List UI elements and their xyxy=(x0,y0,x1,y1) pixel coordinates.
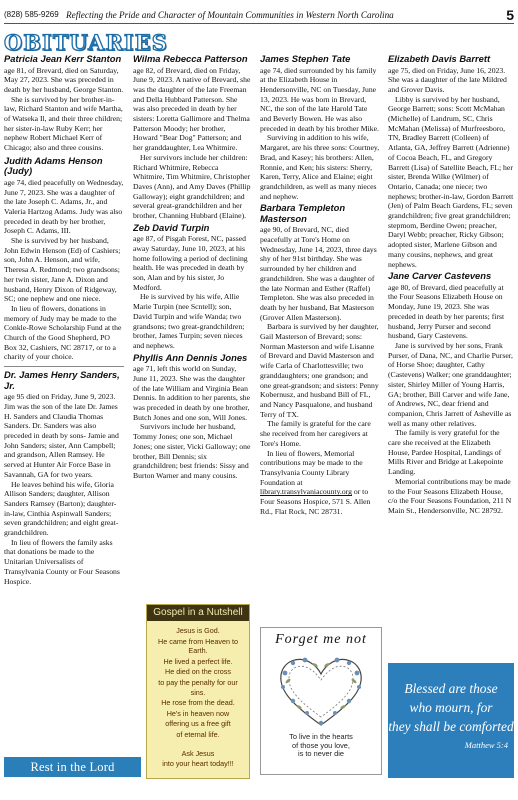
obit-name: Jane Carver Castevens xyxy=(388,270,492,282)
gospel-line: of eternal life. xyxy=(176,729,220,739)
gospel-line: He lived a perfect life. xyxy=(163,656,233,666)
obit-name: Elizabeth Davis Barrett xyxy=(388,54,491,64)
obit-paragraph: Memorial contributions may be made to the Four Seasons Elizabeth House, c/o the Four Seasons Foundation, 211 N Main St., Hendersonville, NC 28792. xyxy=(388,476,512,515)
obit-paragraph: Survivors include her husband, Tommy Jones; one son, Michael Jones; one sister, Vicki Galloway; one brother, Bill Dennis; six grandchildren; best friends: Sissy and Burton Warner and many cousins. xyxy=(133,422,251,480)
section-title: OBITUARIES xyxy=(4,30,168,55)
obit-paragraph: Jane is survived by her sons, Frank Purser, of Dana, NC, and Charlie Purser, of Horse Shoe; daughter, Cathy (Castevens) Walker; one granddaughter; sister, Shirley Miller of Young Harris, GA; brother, Bill Carver and wife Jane, of Andrews, NC, dear friend and companion, Chris Jarrett of Asheville as well as many other relatives. xyxy=(388,340,513,428)
obit-paragraph: Barbara is survived by her daughter, Gail Masterson of Brevard; sons: Norman Masterson and wife Lisanne of Brevard and David Masterson and wife Carla of Charlottesville; two granddaughters; one grandson; and one great-grandson; and sisters: Penny Kobernusz, and husband Bill of FL, and Nancy Pasqualone, and husband Terry of TX. xyxy=(260,322,379,419)
verse-line: Blessed are those xyxy=(404,681,498,696)
obit-paragraph: The family is very grateful for the care she received at the Elizabeth House, Pardee Hospital, Landings of Mills River and Bridge at Lakepointe Landing. xyxy=(388,428,504,477)
gospel-line: to pay the penalty for our sins. xyxy=(158,677,238,697)
obit-paragraph: The family is grateful for the care she received from her caregivers at Tore's Home. xyxy=(260,419,371,448)
obit-paragraph: age 81, of Brevard, died on Saturday, May 27, 2023. She was preceded in death by her husband, George Stanton. xyxy=(4,65,124,94)
obit-paragraph: He leaves behind his wife, Gloria Allison Sanders; daughter, Allison Sanders Ramsey (Barton); daughter-in-law, Cinthia Aspinwall Sanders; seven grandchildren; and eight great-grandchildren. xyxy=(4,479,119,538)
gospel-line: He's in heaven now xyxy=(166,708,230,718)
forget-me-not-box xyxy=(260,627,382,775)
obit-paragraph-text: or to Four Seasons Hospice, 571 S. Allen Rd., Flat Rock, NC 28731. xyxy=(260,487,371,516)
gospel-closing-line: into your heart today!!! xyxy=(162,759,234,769)
obit-name: Judith Adams Henson (Judy) xyxy=(4,154,103,177)
obit-paragraph: She is survived by her husband, John Edwin Henson (Ed) of Cashiers; son, John A. Henson, and wife, Theresa A. Redmond; two grandsons; her twin sister, Jane A. Dixon and husband, Henry Dixon of Ridgeway, SC; one nephew and one niece. xyxy=(4,236,121,304)
obit-paragraph: He is survived by his wife, Allie Marie Turpin (nee Scntell); son, David Turpin and wife Wanda; two grandsons; two great-grandchildren; brother, James Turpin; seven nieces and nephews. xyxy=(133,292,245,350)
gospel-line: He rose from the dead. xyxy=(161,698,235,708)
obit-paragraph: age 87, of Pisgah Forest, NC, passed away Saturday, June 10, 2023, at his home following a period of declining health. He was preceded in death by son, Alan and by his sister, Jo Medford. xyxy=(133,234,248,292)
header-phone: (828) 585-9269 xyxy=(4,10,59,19)
gospel-box xyxy=(146,604,250,779)
obit-paragraph: age 80, of Brevard, died peacefully at the Four Seasons Elizabeth House on Monday, June 19, 2023. She was preceded in death by her parents; first husband, Jerry Purser and second husband, Gary Castevens. xyxy=(388,282,505,341)
obit-paragraph: age 90, of Brevard, NC, died peacefully at Tore's Home on Wednesday, June 14, 2023, three days shy of her 91st birthday. She was surrounded by her children and grandchildren. She was a daughter of the late Norman and Esther (Raffel) Templeton. She was also preceded in death by her husband, Bat Masterson (Grover Allen Masterson). xyxy=(260,225,377,322)
verse-line: they shall be comforted xyxy=(388,719,514,734)
page-header xyxy=(4,6,514,24)
blessed-verse-box xyxy=(388,663,514,778)
library-link[interactable]: library.transylvaniacounty.org xyxy=(260,487,352,497)
obit-paragraph: She is survived by her brother-in-law, Richard Stanton and wife Martha, of Watseka Il, and their three children; her sister-in-law Ruby Kerr; her nephew Robert Michael Kerr of Chicago; also and three cousins. xyxy=(4,94,123,153)
obit-paragraph: age 75, died on Friday, June 16, 2023. She was a daughter of the late Mildred and Grover Davis. xyxy=(388,65,507,94)
forget-me-not-title: Forget me not xyxy=(275,632,367,647)
obit-paragraph: age 82, of Brevard, died on Friday, June 9, 2023. A native of Brevard, she was the daughter of the late Freeman and Della Hubbard Patterson. She was also preceded in death by her sisters: Loretta Gallimore and Thelma Patterson Moody; her brother, Howard "Bear Dog" Patterson; and her granddaughter, Lea Whitmire. xyxy=(133,65,251,153)
gospel-closing-line: Ask Jesus xyxy=(181,748,215,758)
gospel-line: offering us a free gift xyxy=(165,719,231,729)
heart-wreath-icon xyxy=(273,651,369,729)
column-4 xyxy=(388,54,514,658)
column-3 xyxy=(260,54,380,676)
gospel-title: Gospel in a Nutshell xyxy=(147,605,249,621)
obit-paragraph: age 71, left this world on Sunday, June 11, 2023. She was the daughter of the late William and Virginia Bean Dennis. In addition to her parents, she was preceded in death by one brother, Butch Jones and one son, Will Jones. xyxy=(133,364,250,422)
obit-name: Phyllis Ann Dennis Jones xyxy=(133,351,248,363)
caption-line: To live in the hearts xyxy=(289,732,353,741)
rest-in-the-lord-banner: Rest in the Lord xyxy=(4,757,141,777)
caption-line: of those you love, xyxy=(292,740,350,750)
page-number: 5 xyxy=(506,6,514,23)
caption-line: is to never die xyxy=(297,749,344,758)
obit-name: Barbara Templeton Masterson xyxy=(260,202,346,224)
divider xyxy=(4,366,124,367)
obit-name: Zeb David Turpin xyxy=(133,221,210,233)
column-2 xyxy=(133,54,251,602)
gospel-body xyxy=(147,621,249,769)
obit-paragraph: age 95 died on Friday, June 9, 2023. Jim was the son of the late Dr. James H. Sanders and Claudia Thomas Sanders. Dr. Sanders was also preceded in death by sons- Jamie and John Sanders; sister, Ann Campbell; and grandson, Allen Ramsey. He served at Hunter Air Force Base in Savannah, GA for two years. xyxy=(4,392,119,479)
gospel-line: He came from Heaven to Earth. xyxy=(158,636,238,656)
obit-name: Dr. James Henry Sanders, Jr. xyxy=(4,369,120,391)
obit-paragraph-text: In lieu of flowers, Memorial contributions may be made to the Transylvania County Library Foundation at xyxy=(260,448,363,487)
obit-paragraph: Surviving in addition to his wife, Margaret, are his three sons: Courtney, Brad, and Kasey; his brothers: Allen, Ronnie, and Ken; his sisters: Sherry, Karen, Terry, Alice and Elaine; eight grandchildren, as well as many nieces and nephew. xyxy=(260,133,380,201)
forget-me-not-caption xyxy=(261,733,381,759)
obit-paragraph: age 74, died surrounded by his family at the Elizabeth House in Hendersonville, NC on Tuesday, June 13, 2023. He was born in Brevard, NC, the son of the late Harold Tate and Beverly Bowen. He was also preceded in death by his brother Mike. xyxy=(260,65,379,133)
obit-paragraph: In lieu of flowers, donations in memory of Judy may be made to the Conkle-Rowe Scholarship Fund at the Church of the Good Shepherd, PO Box 32, Cashiers, NC 28717, or to a charity of your choice. xyxy=(4,303,122,362)
obit-paragraph: Libby is survived by her husband, George Barrett; sons: Scott McMahan (Michelle) of Landrum, SC, Chris McMahan (Melissa) of Murfreesboro, TN, Bradley Barrett (Colleen) of Atlanta, GA, Jeffrey Barrett (Adrienne) of Cocoa Beach, FL, and Gregory Barrett (Lisa) of Satellite Beach, FL; her sister, Brenda Wilke (Wilmer) of Ontario, Canada; one niece; two nephews; brother-in-law, Gordon Barrett (Jen) of Palm Beach Gardens, FL; seven grandchildren; five great grandchildren; stepmom, Berdine Owen; preacher, Daryl Webb; preacher, Ricky Gibson; adopted sister, Marlene Gibson and many cousins, nephews, and great nephews. xyxy=(388,94,514,269)
obit-name: Patricia Jean Kerr Stanton xyxy=(4,54,122,64)
verse-reference: Matthew 5:4 xyxy=(464,740,508,750)
spacer xyxy=(150,741,246,748)
obit-paragraph: age 74, died peacefully on Wednesday, June 7, 2023. She was a daughter of the late Joseph C. Adams, Jr., and Valeria Hartzog Adams. Judy was also preceded in death by her brother, Joseph C. Adams, III. xyxy=(4,177,124,236)
header-tagline: Reflecting the Pride and Character of Mountain Communities in Western North Carolina xyxy=(66,9,394,20)
verse-line: who mourn, for xyxy=(409,700,493,715)
obit-paragraph: Her survivors include her children: Richard Whitmire, Rebecca Whitmire, Tim Whitmire, Christopher Daves (Ann), and Amy Daves (Phillip Galloway); eight grandchildren; and several great-grandchildren and her brother, Channing Hubbard (Elaine). xyxy=(133,152,251,221)
obit-paragraph: In lieu of flowers the family asks that donations be made to the Unitarian Universalists of Transylvania County or Four Seasons Hospice. xyxy=(4,537,120,586)
obit-paragraph xyxy=(260,449,380,517)
column-1 xyxy=(4,54,124,736)
obit-name: Wilma Rebecca Patterson xyxy=(133,54,248,64)
gospel-line: Jesus is God. xyxy=(176,626,220,635)
obit-name: James Stephen Tate xyxy=(260,54,351,64)
gospel-line: He died on the cross xyxy=(165,667,231,677)
